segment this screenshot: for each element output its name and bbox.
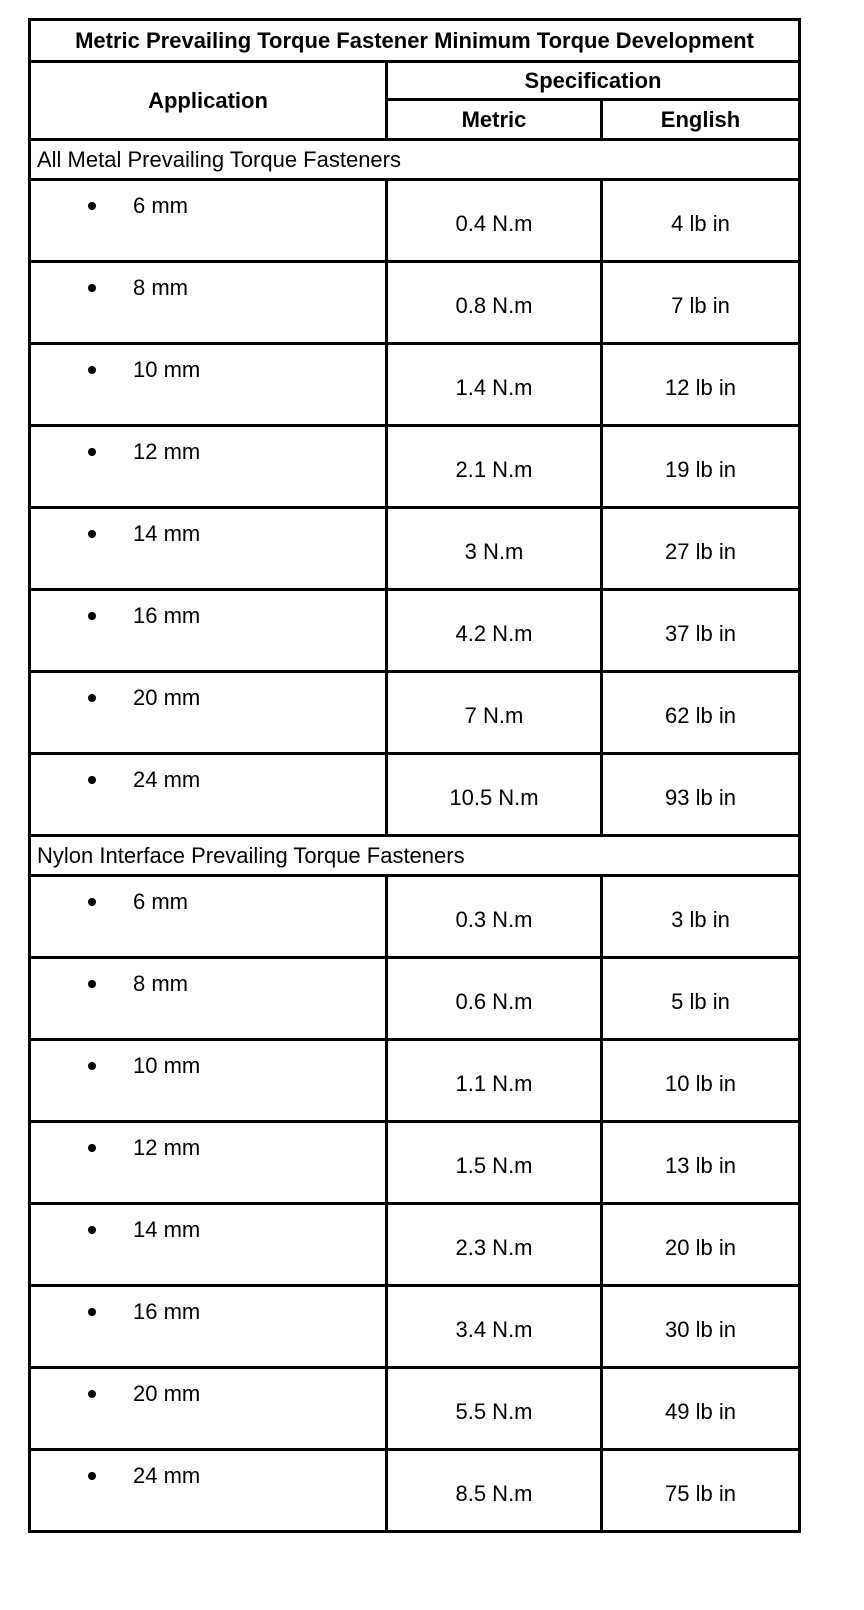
application-cell [30,1040,387,1122]
bullet-icon [88,1062,96,1070]
english-value: 37 lb in [602,590,800,672]
table-row [30,180,800,262]
table-row [30,590,800,672]
application-cell [30,262,387,344]
fastener-size: 16 mm [133,603,201,628]
header-application: Application [30,62,387,140]
application-cell [30,344,387,426]
metric-value: 7 N.m [387,672,602,754]
section-row [30,836,800,876]
english-value: 5 lb in [602,958,800,1040]
application-cell [30,672,387,754]
application-cell [30,180,387,262]
fastener-size: 24 mm [133,1463,201,1488]
bullet-icon [88,694,96,702]
table-row [30,1040,800,1122]
fastener-size: 14 mm [133,1217,201,1242]
bullet-icon [88,1390,96,1398]
fastener-size: 20 mm [133,685,201,710]
bullet-icon [88,1144,96,1152]
fastener-size: 10 mm [133,1053,201,1078]
application-cell [30,958,387,1040]
metric-value: 5.5 N.m [387,1368,602,1450]
application-cell [30,590,387,672]
metric-value: 2.1 N.m [387,426,602,508]
application-cell [30,1450,387,1532]
bullet-icon [88,202,96,210]
metric-value: 0.3 N.m [387,876,602,958]
table-row [30,262,800,344]
fastener-size: 8 mm [133,971,188,996]
bullet-icon [88,366,96,374]
header-metric: Metric [387,100,602,140]
bullet-icon [88,284,96,292]
torque-spec-table [28,18,801,1533]
english-value: 20 lb in [602,1204,800,1286]
table-row [30,344,800,426]
section-label: All Metal Prevailing Torque Fasteners [30,140,800,180]
english-value: 19 lb in [602,426,800,508]
english-value: 13 lb in [602,1122,800,1204]
table-row [30,672,800,754]
table-row [30,1286,800,1368]
metric-value: 0.8 N.m [387,262,602,344]
table-title: Metric Prevailing Torque Fastener Minimum Torque Development [30,20,800,62]
fastener-size: 6 mm [133,889,188,914]
metric-value: 2.3 N.m [387,1204,602,1286]
bullet-icon [88,1472,96,1480]
metric-value: 10.5 N.m [387,754,602,836]
bullet-icon [88,1226,96,1234]
english-value: 93 lb in [602,754,800,836]
bullet-icon [88,530,96,538]
metric-value: 1.1 N.m [387,1040,602,1122]
header-specification: Specification [387,62,800,100]
application-cell [30,1286,387,1368]
fastener-size: 6 mm [133,193,188,218]
table-row [30,426,800,508]
english-value: 12 lb in [602,344,800,426]
bullet-icon [88,612,96,620]
bullet-icon [88,776,96,784]
table-row [30,1204,800,1286]
metric-value: 0.6 N.m [387,958,602,1040]
english-value: 3 lb in [602,876,800,958]
english-value: 75 lb in [602,1450,800,1532]
application-cell [30,1204,387,1286]
header-english: English [602,100,800,140]
section-label: Nylon Interface Prevailing Torque Fasteners [30,836,800,876]
fastener-size: 24 mm [133,767,201,792]
english-value: 30 lb in [602,1286,800,1368]
table-row [30,1122,800,1204]
english-value: 49 lb in [602,1368,800,1450]
fastener-size: 20 mm [133,1381,201,1406]
fastener-size: 14 mm [133,521,201,546]
english-value: 4 lb in [602,180,800,262]
metric-value: 0.4 N.m [387,180,602,262]
metric-value: 8.5 N.m [387,1450,602,1532]
metric-value: 4.2 N.m [387,590,602,672]
fastener-size: 10 mm [133,357,201,382]
application-cell [30,508,387,590]
table-row [30,876,800,958]
fastener-size: 12 mm [133,439,201,464]
bullet-icon [88,448,96,456]
table-row [30,1368,800,1450]
english-value: 62 lb in [602,672,800,754]
application-cell [30,1122,387,1204]
fastener-size: 8 mm [133,275,188,300]
application-cell [30,426,387,508]
metric-value: 3.4 N.m [387,1286,602,1368]
section-row [30,140,800,180]
application-cell [30,754,387,836]
bullet-icon [88,898,96,906]
application-cell [30,1368,387,1450]
table-row [30,754,800,836]
english-value: 10 lb in [602,1040,800,1122]
table-row [30,508,800,590]
application-cell [30,876,387,958]
fastener-size: 12 mm [133,1135,201,1160]
metric-value: 1.4 N.m [387,344,602,426]
metric-value: 3 N.m [387,508,602,590]
metric-value: 1.5 N.m [387,1122,602,1204]
fastener-size: 16 mm [133,1299,201,1324]
english-value: 27 lb in [602,508,800,590]
table-row [30,1450,800,1532]
english-value: 7 lb in [602,262,800,344]
bullet-icon [88,1308,96,1316]
table-row [30,958,800,1040]
bullet-icon [88,980,96,988]
